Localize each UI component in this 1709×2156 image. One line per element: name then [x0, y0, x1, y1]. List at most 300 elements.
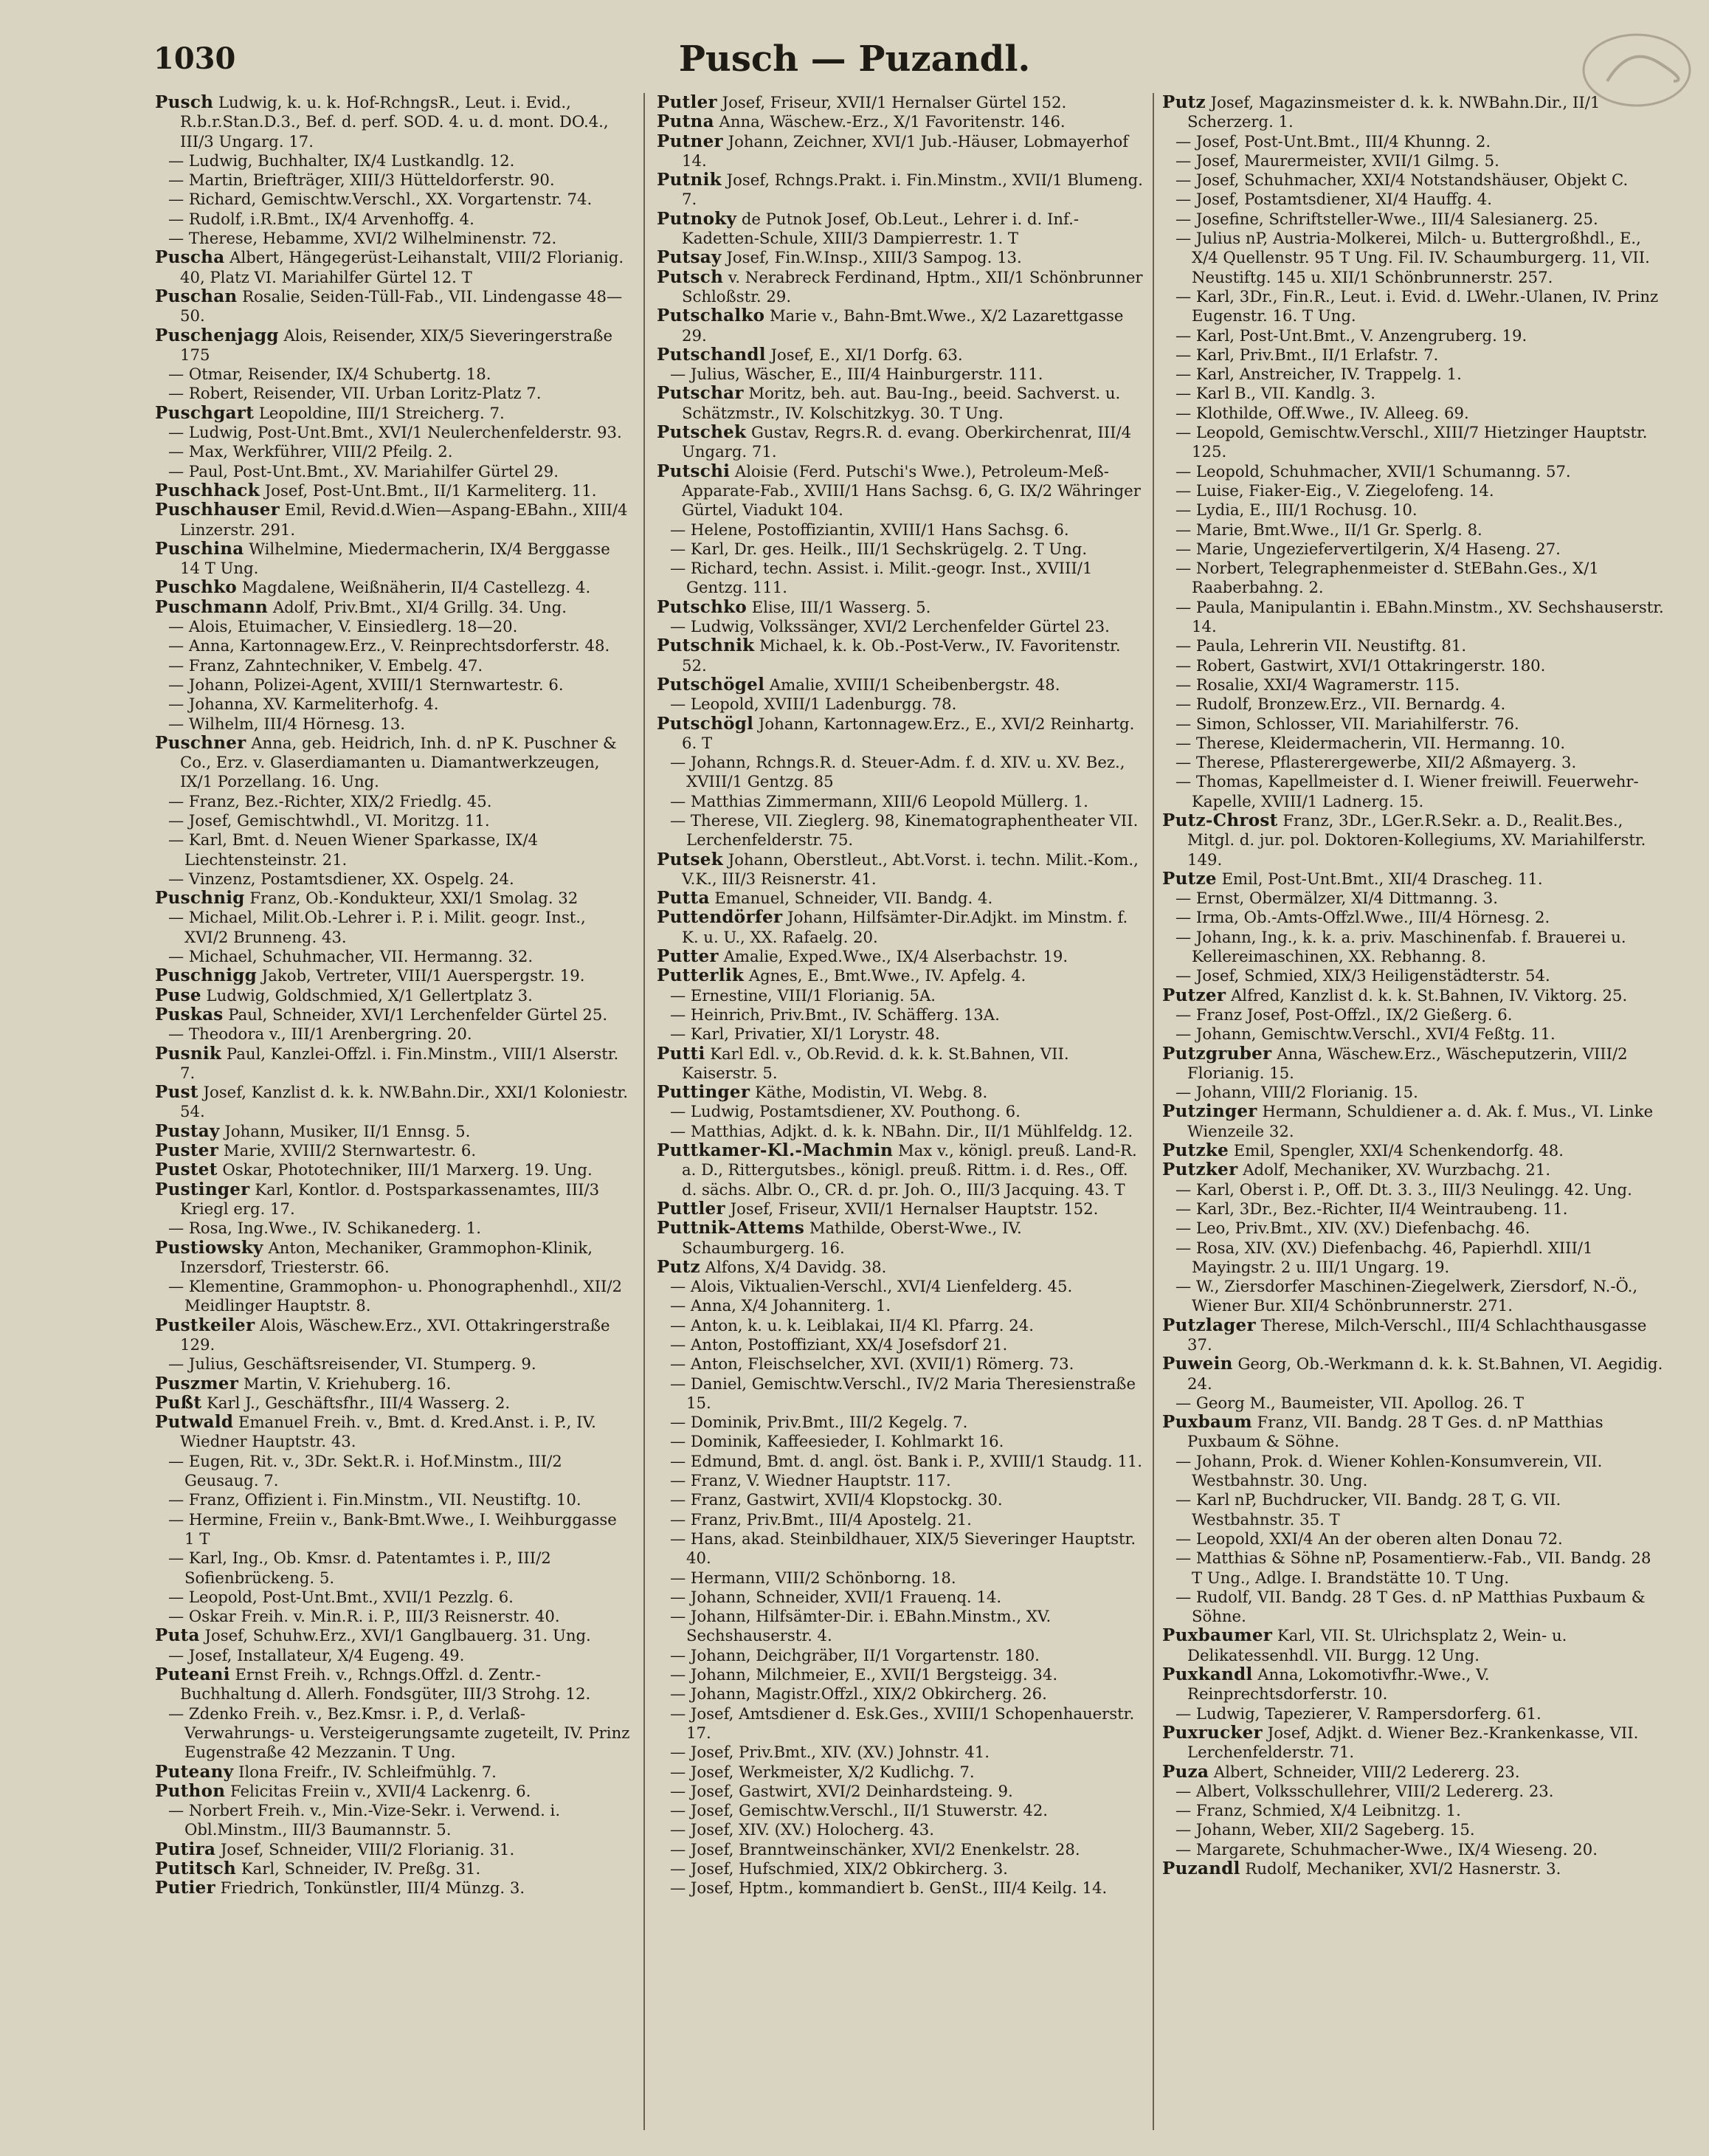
directory-entry — [155, 1374, 631, 1394]
entry-details: — W., Ziersdorfer Maschinen-Ziegelwerk, Ziersdorf, N.-Ö., Wiener Bur. XII/4 Schönbrunnerstr. 271. — [1175, 1277, 1638, 1315]
entry-details: — Robert, Reisender, VII. Urban Loritz-Platz 7. — [168, 384, 542, 403]
directory-entry — [1162, 1529, 1664, 1549]
directory-entry — [657, 1840, 1147, 1859]
column-divider — [643, 93, 645, 2130]
directory-entry — [155, 229, 631, 248]
entry-surname: Putsay — [657, 247, 722, 268]
entry-details: — Ludwig, Volkssänger, XVI/2 Lerchenfelder Gürtel 23. — [670, 617, 1110, 636]
entry-details: Amalie, Exped.Wwe., IX/4 Alserbachstr. 19. — [718, 947, 1068, 966]
entry-details: Marie v., Bahn-Bmt.Wwe., X/2 Lazarettgasse 29. — [682, 306, 1124, 345]
entry-details: Josef, Schneider, VIII/2 Florianig. 31. — [215, 1839, 515, 1859]
directory-entry — [155, 423, 631, 442]
directory-entry — [155, 734, 631, 792]
entry-details: Alfred, Kanzlist d. k. k. St.Bahnen, IV. Viktorg. 25. — [1226, 985, 1628, 1005]
entry-surname: Puse — [155, 985, 201, 1005]
directory-entry — [1162, 500, 1664, 520]
entry-details: — Leopold, XVIII/1 Ladenburgg. 78. — [670, 695, 957, 714]
directory-entry — [155, 1859, 631, 1878]
directory-entry — [1162, 869, 1664, 889]
entry-details: Georg, Ob.-Werkmann d. k. k. St.Bahnen, VI. Aegidig. 24. — [1187, 1354, 1663, 1393]
entry-details: Amalie, XVIII/1 Scheibenbergstr. 48. — [764, 675, 1060, 694]
entry-surname: Puscha — [155, 247, 225, 268]
entry-details: Felicitas Freiin v., XVII/4 Lackenrg. 6. — [225, 1781, 531, 1800]
entry-details: — Johann, VIII/2 Florianig. 15. — [1175, 1083, 1418, 1102]
entry-details: — Julius nP, Austria-Molkerei, Milch- u. Buttergroßhdl., E., X/4 Quellenstr. 95 T Ung. Fil. IV. Schaumburgerg. 11, VII. Neustiftg. 145 u. XII/1 Schönbrunnerstr. 257. — [1175, 229, 1650, 286]
entry-details: Rosalie, Seiden-Tüll-Fab., VII. Lindengasse 48—50. — [180, 286, 623, 326]
directory-entry — [657, 1665, 1147, 1684]
entry-details: — Richard, techn. Assist. i. Milit.-geogr. Inst., XVIII/1 Gentzg. 111. — [670, 559, 1093, 597]
entry-details: — Wilhelm, III/4 Hörnesg. 13. — [168, 714, 406, 733]
entry-details: — Klementine, Grammophon- u. Phonographenhdl., XII/2 Meidlinger Hauptstr. 8. — [168, 1277, 622, 1315]
directory-entry — [1162, 1490, 1664, 1529]
entry-details: Josef, Friseur, XVII/1 Hernalser Gürtel 152. — [717, 93, 1067, 111]
entry-surname: Putzer — [1162, 985, 1226, 1005]
directory-entry — [155, 598, 631, 617]
entry-details: — Rosa, XIV. (XV.) Diefenbachg. 46, Papierhdl. XIII/1 Mayingstr. 2 u. III/1 Ungarg. 19. — [1175, 1238, 1593, 1276]
entry-details: Paul, Kanzlei-Offzl. i. Fin.Minstm., VIII/1 Alserstr. 7. — [180, 1044, 619, 1082]
directory-entry — [657, 1005, 1147, 1024]
directory-entry — [1162, 1801, 1664, 1820]
entry-details: — Josef, Werkmeister, X/2 Kudlichg. 7. — [670, 1762, 975, 1781]
entry-surname: Puschina — [155, 538, 244, 559]
entry-details: Josef, Post-Unt.Bmt., II/1 Karmeliterg. 11. — [259, 481, 597, 500]
entry-details: Karl Edl. v., Ob.Revid. d. k. k. St.Bahnen, VII. Kaiserstr. 5. — [682, 1044, 1069, 1082]
entry-details: Josef, Friseur, XVII/1 Hernalser Hauptstr. 152. — [725, 1199, 1099, 1218]
entry-details: Aloisie (Ferd. Putschi's Wwe.), Petroleum-Meß-Apparate-Fab., XVIII/1 Hans Sachsg. 6, G. IX/2 Währinger Gürtel, Viadukt 104. — [682, 461, 1141, 520]
entry-details: — Albert, Volksschullehrer, VIII/2 Ledererg. 23. — [1175, 1781, 1554, 1800]
entry-details: — Johann, Milchmeier, E., XVII/1 Bergsteigg. 34. — [670, 1665, 1058, 1684]
directory-entry — [1162, 229, 1664, 287]
entry-details: Emanuel, Schneider, VII. Bandg. 4. — [709, 889, 993, 908]
entry-surname: Puxrucker — [1162, 1722, 1263, 1743]
directory-entry — [657, 1510, 1147, 1529]
entry-surname: Pustkeiler — [155, 1315, 255, 1335]
entry-surname: Puwein — [1162, 1354, 1233, 1374]
directory-entry — [657, 811, 1147, 850]
entry-details: — Georg M., Baumeister, VII. Apollog. 26. T — [1175, 1393, 1524, 1412]
entry-surname: Puttinger — [657, 1082, 750, 1103]
entry-details: — Karl, 3Dr., Fin.R., Leut. i. Evid. d. LWehr.-Ulanen, IV. Prinz Eugenstr. 16. T Ung. — [1175, 286, 1659, 326]
entry-details: — Johann, Magistr.Offzl., XIX/2 Obkircherg. 26. — [670, 1684, 1047, 1704]
directory-entry — [155, 1763, 631, 1782]
directory-entry — [1162, 1859, 1664, 1878]
entry-surname: Putti — [657, 1043, 705, 1064]
entry-details: — Theodora v., III/1 Arenbergring. 20. — [168, 1024, 472, 1044]
entry-details: — Karl, Bmt. d. Neuen Wiener Sparkasse, IX/4 Liechtensteinstr. 21. — [168, 830, 538, 869]
directory-entry — [155, 811, 631, 830]
entry-details: Ludwig, k. u. k. Hof-RchngsR., Leut. i. Evid., R.b.r.Stan.D.3., Bef. d. perf. SOD. 4. u. d. mont. DO.4., III/3 Ungarg. 17. — [180, 93, 609, 151]
entry-details: Therese, Milch-Verschl., III/4 Schlachthausgasse 37. — [1187, 1315, 1647, 1354]
entry-surname: Puschgart — [155, 402, 255, 423]
entry-surname: Puttendörfer — [657, 907, 783, 928]
directory-entry — [657, 1122, 1147, 1141]
entry-details: Josef, Schuhw.Erz., XVI/1 Ganglbauerg. 31. Ung. — [199, 1626, 591, 1645]
entry-details: — Franz Josef, Post-Offzl., IX/2 Gießerg. 6. — [1175, 1005, 1513, 1024]
directory-entry — [657, 248, 1147, 267]
entry-details: — Julius, Geschäftsreisender, VI. Stumperg. 9. — [168, 1354, 536, 1374]
directory-entry — [657, 1354, 1147, 1374]
entry-surname: Putschögel — [657, 674, 765, 695]
directory-entry — [1162, 1549, 1664, 1588]
entry-surname: Puza — [1162, 1761, 1209, 1782]
directory-entry — [155, 1840, 631, 1859]
directory-entry — [657, 520, 1147, 540]
entry-details: — Michael, Milit.Ob.-Lehrer i. P. i. Milit. geogr. Inst., XVI/2 Brunneng. 43. — [168, 908, 586, 946]
directory-entry — [155, 1354, 631, 1374]
entry-details: — Rudolf, VII. Bandg. 28 T Ges. d. nP Matthias Puxbaum & Söhne. — [1175, 1587, 1646, 1626]
directory-entry — [1162, 714, 1664, 734]
directory-entry — [155, 326, 631, 365]
directory-entry — [657, 675, 1147, 695]
entry-details: — Hermine, Freiin v., Bank-Bmt.Wwe., I. Weihburggasse 1 T — [168, 1509, 617, 1548]
entry-details: Emil, Revid.d.Wien—Aspang-EBahn., XIII/4 Linzerstr. 291. — [180, 500, 628, 539]
directory-entry — [1162, 636, 1664, 655]
entry-details: Adolf, Priv.Bmt., XI/4 Grillg. 34. Ung. — [268, 597, 567, 616]
entry-surname: Putschandl — [657, 344, 766, 365]
directory-entry — [1162, 93, 1664, 132]
directory-entry — [657, 1083, 1147, 1102]
entry-details: — Matthias, Adjkt. d. k. k. NBahn. Dir., II/1 Mühlfeldg. 12. — [670, 1121, 1133, 1140]
directory-entry — [1162, 1141, 1664, 1160]
directory-entry — [155, 656, 631, 675]
directory-entry — [155, 695, 631, 714]
entry-details: — Anton, k. u. k. Leiblakai, II/4 Kl. Pfarrg. 24. — [670, 1315, 1034, 1334]
entry-surname: Puxbaumer — [1162, 1625, 1273, 1646]
entry-details: Paul, Schneider, XVI/1 Lerchenfelder Gürtel 25. — [223, 1005, 608, 1024]
entry-details: — Norbert, Telegraphenmeister d. StEBahn.Ges., X/1 Raaberbahng. 2. — [1175, 559, 1599, 597]
entry-details: — Franz, Zahntechniker, V. Embelg. 47. — [168, 655, 483, 675]
entry-surname: Pust — [155, 1082, 198, 1103]
entry-surname: Puster — [155, 1140, 219, 1161]
entry-details: — Ludwig, Buchhalter, IX/4 Lustkandlg. 12. — [168, 151, 515, 170]
entry-surname: Puschenjagg — [155, 325, 279, 345]
directory-entry — [155, 947, 631, 966]
entry-details: — Karl, Anstreicher, IV. Trappelg. 1. — [1175, 365, 1462, 384]
entry-details: — Lydia, E., III/1 Rochusg. 10. — [1175, 500, 1418, 520]
entry-details: — Leopold, XXI/4 An der oberen alten Donau 72. — [1175, 1529, 1563, 1548]
entry-details: — Matthias Zimmermann, XIII/6 Leopold Müllerg. 1. — [670, 791, 1088, 810]
entry-details: — Johann, Schneider, XVII/1 Frauenq. 14. — [670, 1587, 1002, 1606]
entry-details: — Karl, Privatier, XI/1 Lorystr. 48. — [670, 1024, 940, 1044]
directory-entry — [155, 966, 631, 985]
directory-entry — [1162, 1354, 1664, 1394]
entry-surname: Putier — [155, 1878, 215, 1898]
entry-details: — Zdenko Freih. v., Bez.Kmsr. i. P., d. Verlaß-Verwahrungs- u. Versteigerungsamte zugeteilt, IV. Prinz Eugenstraße 42 Mezzanin. T Ung. — [168, 1704, 630, 1762]
entry-details: — Helene, Postoffiziantin, XVIII/1 Hans Sachsg. 6. — [670, 520, 1069, 539]
entry-details: — Therese, Kleidermacherin, VII. Hermanng. 10. — [1175, 733, 1566, 752]
entry-details: Friedrich, Tonkünstler, III/4 Münzg. 3. — [215, 1878, 525, 1898]
directory-entry — [657, 1024, 1147, 1044]
directory-entry — [657, 1374, 1147, 1413]
entry-surname: Puthon — [155, 1780, 226, 1801]
directory-entry — [155, 1316, 631, 1355]
entry-surname: Putzlager — [1162, 1315, 1256, 1335]
directory-entry — [657, 1684, 1147, 1704]
entry-details: — Josef, XIV. (XV.) Holocherg. 43. — [670, 1820, 935, 1839]
directory-entry — [657, 559, 1147, 598]
entry-details: — Johann, Polizei-Agent, XVIII/1 Sternwartestr. 6. — [168, 675, 564, 694]
entry-details: Anna, geb. Heidrich, Inh. d. nP K. Puschner & Co., Erz. v. Glaserdiamanten u. Diamantwerkzeugen, IX/1 Porzellang. 16. Ung. — [180, 733, 617, 791]
directory-entry — [1162, 404, 1664, 423]
entry-surname: Putsch — [657, 266, 724, 287]
entry-surname: Puttnik-Attems — [657, 1218, 805, 1239]
entry-details: — Hermann, VIII/2 Schönborng. 18. — [670, 1568, 956, 1587]
directory-entry — [155, 462, 631, 481]
directory-entry — [155, 1219, 631, 1238]
entry-details: Franz, VII. Bandg. 28 T Ges. d. nP Matthias Puxbaum & Söhne. — [1187, 1413, 1603, 1451]
page-number: 1030 — [153, 41, 236, 76]
directory-entry — [1162, 1840, 1664, 1859]
directory-entry — [155, 1180, 631, 1219]
directory-entry — [155, 714, 631, 734]
directory-entry — [155, 93, 631, 151]
directory-entry — [155, 210, 631, 229]
directory-entry — [657, 1335, 1147, 1354]
entry-details: Alois, Reisender, XIX/5 Sieveringerstraße 175 — [180, 326, 612, 364]
entry-surname: Putsek — [657, 849, 723, 869]
directory-entry — [657, 1801, 1147, 1820]
entry-details: Emil, Post-Unt.Bmt., XII/4 Drascheg. 11. — [1216, 869, 1543, 888]
page-title: Pusch — Puzandl. — [678, 38, 1031, 80]
entry-details: Josef, Adjkt. d. Wiener Bez.-Krankenkasse, VII. Lerchenfelderstr. 71. — [1187, 1723, 1639, 1762]
entry-details: — Franz, Schmied, X/4 Leibnitzg. 1. — [1175, 1801, 1461, 1820]
entry-surname: Pustet — [155, 1160, 218, 1180]
directory-entry — [657, 1763, 1147, 1782]
entry-details: — Rudolf, Bronzew.Erz., VII. Bernardg. 4. — [1175, 695, 1506, 714]
entry-details: Emil, Spengler, XXI/4 Schenkendorfg. 48. — [1229, 1141, 1564, 1160]
entry-details: Michael, k. k. Ob.-Post-Verw., IV. Favoritenstr. 52. — [682, 636, 1121, 675]
entry-details: Elise, III/1 Wasserg. 5. — [747, 597, 931, 616]
directory-entry — [1162, 1024, 1664, 1044]
directory-entry — [155, 1044, 631, 1084]
entry-surname: Putzker — [1162, 1160, 1238, 1180]
directory-entry — [155, 1646, 631, 1665]
entry-surname: Putzke — [1162, 1140, 1229, 1161]
entry-surname: Putira — [155, 1839, 216, 1859]
directory-entry — [155, 540, 631, 579]
entry-surname: Puschmann — [155, 596, 269, 617]
entry-details: — Alois, Etuimacher, V. Einsiedlerg. 18—20. — [168, 617, 518, 636]
entry-details: Ludwig, Goldschmied, X/1 Gellertplatz 3. — [201, 985, 533, 1005]
entry-details: — Karl B., VII. Kandlg. 3. — [1175, 384, 1375, 403]
entry-surname: Puzandl — [1162, 1859, 1240, 1879]
directory-entry — [155, 1782, 631, 1801]
entry-details: — Ludwig, Postamtsdiener, XV. Pouthong. 6. — [670, 1102, 1021, 1121]
directory-entry — [1162, 520, 1664, 540]
entry-surname: Putler — [657, 93, 717, 112]
directory-entry — [657, 1432, 1147, 1451]
directory-entry — [155, 636, 631, 655]
directory-entry — [1162, 287, 1664, 326]
directory-entry — [155, 151, 631, 171]
directory-entry — [657, 986, 1147, 1005]
directory-entry — [155, 1588, 631, 1607]
directory-entry — [657, 1219, 1147, 1258]
directory-entry — [155, 500, 631, 540]
entry-details: Max v., königl. preuß. Land-R. a. D., Rittergutsbes., königl. preuß. Rittm. i. d. Res., Off. d. sächs. Albr. O., CR. d. pr. Joh. O., III/3 Jacquing. 43. T — [682, 1141, 1137, 1199]
directory-entry — [1162, 1316, 1664, 1355]
directory-entry — [1162, 772, 1664, 811]
directory-entry — [1162, 656, 1664, 675]
directory-entry — [155, 1510, 631, 1549]
directory-entry — [155, 1413, 631, 1452]
directory-entry — [657, 753, 1147, 792]
entry-details: Johann, Musiker, II/1 Ennsg. 5. — [219, 1121, 471, 1140]
entry-details: Gustav, Regrs.R. d. evang. Oberkirchenrat, III/4 Ungarg. 71. — [682, 423, 1132, 461]
directory-entry — [155, 1141, 631, 1160]
entry-details: — Karl, Oberst i. P., Off. Dt. 3. 3., III/3 Neulingg. 42. Ung. — [1175, 1179, 1632, 1199]
entry-details: — Paula, Lehrerin VII. Neustiftg. 81. — [1175, 636, 1467, 655]
directory-entry — [1162, 753, 1664, 772]
directory-entry — [1162, 1413, 1664, 1452]
entry-details: — Josef, Schuhmacher, XXI/4 Notstandshäuser, Objekt C. — [1175, 171, 1629, 190]
entry-surname: Pußt — [155, 1392, 202, 1413]
directory-entry — [657, 695, 1147, 714]
directory-entry — [657, 1704, 1147, 1743]
entry-details: — Franz, Gastwirt, XVII/4 Klopstockg. 30. — [670, 1490, 1003, 1509]
entry-details: — Marie, Ungeziefervertilgerin, X/4 Haseng. 27. — [1175, 539, 1561, 558]
directory-entry — [155, 617, 631, 636]
directory-entry — [1162, 675, 1664, 695]
column-1 — [155, 93, 631, 2138]
directory-entry — [657, 714, 1147, 754]
directory-entry — [657, 93, 1147, 112]
entry-details: — Martin, Briefträger, XIII/3 Hütteldorferstr. 90. — [168, 171, 555, 190]
entry-details: — Leopold, Gemischtw.Verschl., XIII/7 Hietzinger Hauptstr. 125. — [1175, 423, 1648, 461]
entry-details: — Anton, Fleischselcher, XVI. (XVII/1) Römerg. 73. — [670, 1354, 1074, 1374]
entry-surname: Puschhack — [155, 480, 260, 500]
entry-surname: Puschner — [155, 732, 246, 753]
directory-entry — [657, 1471, 1147, 1490]
directory-entry — [657, 1452, 1147, 1471]
entry-surname: Putz — [657, 1256, 700, 1277]
entry-details: Josef, Kanzlist d. k. k. NW.Bahn.Dir., XXI/1 Koloniestr. 54. — [180, 1083, 629, 1121]
entry-details: — Anton, Postoffiziant, XX/4 Josefsdorf 21. — [670, 1335, 1008, 1354]
entry-details: — Karl, Post-Unt.Bmt., V. Anzengruberg. 19. — [1175, 326, 1527, 345]
directory-entry — [657, 384, 1147, 423]
entry-details: — Leopold, Post-Unt.Bmt., XVII/1 Pezzlg. 6. — [168, 1587, 514, 1606]
directory-entry — [1162, 1820, 1664, 1839]
entry-details: — Ernestine, VIII/1 Florianig. 5A. — [670, 985, 936, 1005]
entry-details: — Josef, Schmied, XIX/3 Heiligenstädterstr. 54. — [1175, 966, 1550, 985]
entry-surname: Putschalko — [657, 306, 765, 326]
directory-entry — [657, 1568, 1147, 1588]
entry-details: Franz, 3Dr., LGer.R.Sekr. a. D., Realit.Bes., Mitgl. d. jur. pol. Doktoren-Kollegiums, XV. Mariahilferstr. 149. — [1187, 810, 1646, 869]
directory-entry — [657, 171, 1147, 210]
entry-details: — Heinrich, Priv.Bmt., IV. Schäfferg. 13A. — [670, 1005, 1000, 1024]
directory-entry — [1162, 190, 1664, 209]
column-2 — [657, 93, 1147, 2138]
directory-entry — [657, 636, 1147, 675]
directory-entry — [1162, 928, 1664, 967]
directory-entry — [1162, 1723, 1664, 1763]
entry-details: Alfons, X/4 Davidg. 38. — [700, 1257, 887, 1276]
entry-details: — Leo, Priv.Bmt., XIV. (XV.) Diefenbachg. 46. — [1175, 1219, 1530, 1238]
entry-details: — Josef, Hufschmied, XIX/2 Obkircherg. 3. — [670, 1859, 1008, 1878]
directory-entry — [657, 947, 1147, 966]
entry-details: — Simon, Schlosser, VII. Mariahilferstr. 76. — [1175, 714, 1519, 733]
directory-entry — [657, 540, 1147, 559]
entry-details: — Franz, Bez.-Richter, XIX/2 Friedlg. 45. — [168, 791, 492, 810]
directory-entry — [1162, 1239, 1664, 1278]
directory-entry — [657, 1878, 1147, 1898]
directory-entry — [657, 1859, 1147, 1878]
directory-entry — [1162, 1665, 1664, 1704]
entry-details: Leopoldine, III/1 Streicherg. 7. — [254, 403, 505, 422]
directory-entry — [1162, 384, 1664, 403]
entry-details: — Josefine, Schriftsteller-Wwe., III/4 Salesianerg. 25. — [1175, 209, 1598, 228]
directory-entry — [657, 1529, 1147, 1568]
entry-details: Anton, Mechaniker, Grammophon-Klinik, Inzersdorf, Triesterstr. 66. — [180, 1238, 593, 1276]
directory-entry — [657, 792, 1147, 811]
directory-entry — [657, 1646, 1147, 1665]
entry-details: Emanuel Freih. v., Bmt. d. Kred.Anst. i. P., IV. Wiedner Hauptstr. 43. — [180, 1413, 596, 1451]
directory-entry — [657, 132, 1147, 171]
directory-entry — [155, 1239, 631, 1278]
entry-surname: Puskas — [155, 1004, 224, 1024]
entry-details: — Josef, Post-Unt.Bmt., III/4 Khunng. 2. — [1175, 131, 1491, 151]
entry-details: — Johann, Hilfsämter-Dir. i. EBahn.Minstm., XV. Sechshauserstr. 4. — [670, 1607, 1052, 1645]
entry-surname: Putzgruber — [1162, 1043, 1272, 1064]
entry-surname: Puschnig — [155, 888, 245, 909]
directory-entry — [155, 1878, 631, 1898]
directory-entry — [657, 1044, 1147, 1084]
directory-entry — [1162, 326, 1664, 345]
entry-surname: Puttler — [657, 1198, 725, 1219]
directory-entry — [155, 248, 631, 287]
entry-details: Karl, Schneider, IV. Preßg. 31. — [236, 1859, 481, 1878]
entry-details: Moritz, beh. aut. Bau-Ing., beeid. Sachverst. u. Schätzmstr., IV. Kolschitzkyg. 30. T Ung. — [682, 384, 1121, 422]
entry-details: — Eugen, Rit. v., 3Dr. Sekt.R. i. Hof.Minstm., III/2 Geusaug. 7. — [168, 1451, 562, 1490]
entry-details: Anna, Lokomotivfhr.-Wwe., V. Reinprechtsdorferstr. 10. — [1187, 1665, 1490, 1704]
entry-details: Josef, Magazinsmeister d. k. k. NWBahn.Dir., II/1 Scherzerg. 1. — [1187, 93, 1601, 131]
directory-entry — [657, 365, 1147, 384]
directory-entry — [657, 1588, 1147, 1607]
directory-entry — [155, 384, 631, 403]
entry-details: — Otmar, Reisender, IX/4 Schubertg. 18. — [168, 365, 491, 384]
entry-details: — Alois, Viktualien-Verschl., XVI/4 Lienfelderg. 45. — [670, 1277, 1073, 1296]
entry-details: — Franz, Offizient i. Fin.Minstm., VII. Neustiftg. 10. — [168, 1490, 581, 1509]
entry-surname: Putta — [657, 888, 710, 909]
directory-entry — [155, 171, 631, 190]
directory-entry — [1162, 1005, 1664, 1024]
entry-surname: Puschnigg — [155, 965, 258, 986]
entry-surname: Pustay — [155, 1120, 220, 1141]
directory-entry — [1162, 171, 1664, 190]
entry-details: Marie, XVIII/2 Sternwartestr. 6. — [218, 1141, 477, 1160]
directory-entry — [155, 792, 631, 811]
directory-entry — [155, 675, 631, 695]
directory-entry — [657, 268, 1147, 307]
entry-details: — Johann, Ing., k. k. a. priv. Maschinenfab. f. Brauerei u. Kellereimaschinen, XX. Rebhanng. 8. — [1175, 927, 1626, 966]
entry-details: — Edmund, Bmt. d. angl. öst. Bank i. P., XVIII/1 Staudg. 11. — [670, 1451, 1143, 1470]
entry-details: Anna, Wäschew.Erz., Wäscheputzerin, VIII/2 Florianig. 15. — [1187, 1044, 1628, 1082]
entry-details: — Irma, Ob.-Amts-Offzl.Wwe., III/4 Hörnesg. 2. — [1175, 908, 1550, 927]
directory-entry — [657, 1296, 1147, 1315]
entry-surname: Puschko — [155, 577, 238, 598]
directory-entry — [657, 1141, 1147, 1199]
entry-details: — Paul, Post-Unt.Bmt., XV. Mariahilfer Gürtel 29. — [168, 461, 559, 481]
directory-entry — [1162, 1704, 1664, 1723]
directory-entry — [657, 966, 1147, 985]
entry-details: — Dominik, Kaffeesieder, I. Kohlmarkt 16. — [670, 1432, 1004, 1451]
directory-entry — [657, 1782, 1147, 1801]
entry-details: — Johann, Deichgräber, II/1 Vorgartenstr. 180. — [670, 1645, 1040, 1664]
entry-details: — Dominik, Priv.Bmt., III/2 Kegelg. 7. — [670, 1413, 968, 1432]
entry-details: — Therese, Pflasterergewerbe, XII/2 Aßmayerg. 3. — [1175, 753, 1577, 772]
directory-entry — [155, 1704, 631, 1763]
directory-entry — [657, 345, 1147, 365]
